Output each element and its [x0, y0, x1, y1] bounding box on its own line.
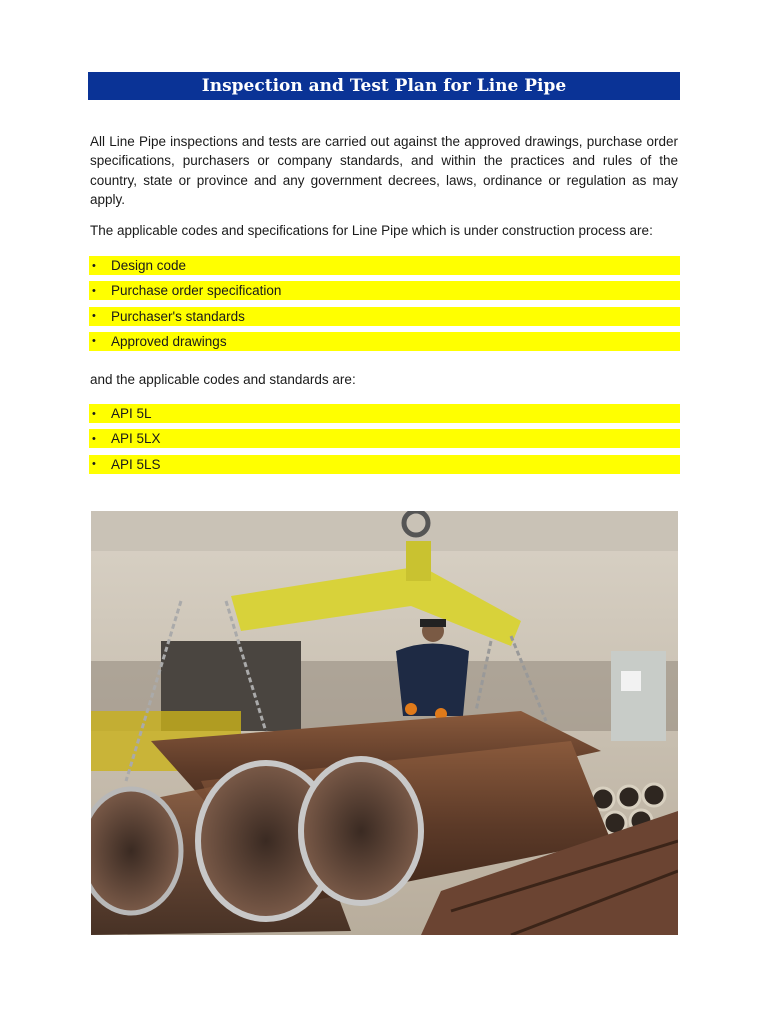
codes-intro-paragraph: The applicable codes and specifications for Line Pipe which is under construction process are: — [90, 223, 653, 238]
intro-paragraph: All Line Pipe inspections and tests are carried out against the approved drawings, purchase order specifications, purchasers or company standards, and within the practices and rules of the country, state or province and any government decrees, laws, ordinance or regulation as may apply. — [90, 134, 678, 207]
list-item — [89, 281, 680, 300]
list-item — [89, 332, 680, 351]
bullet-icon: • — [92, 335, 96, 348]
list-item — [89, 256, 680, 275]
list-item — [89, 307, 680, 326]
list-item-text: API 5L — [111, 406, 152, 421]
standards-intro-paragraph: and the applicable codes and standards are: — [90, 372, 356, 387]
list-item-text: API 5LS — [111, 456, 161, 472]
list-item-text: API 5LX — [111, 431, 161, 447]
line-pipe-photo — [91, 511, 678, 935]
bullet-icon: • — [92, 458, 96, 471]
bullet-icon: • — [92, 310, 96, 323]
bullet-icon: • — [92, 284, 96, 297]
list-item — [89, 404, 680, 423]
list-item-text: Approved drawings — [111, 333, 227, 349]
bullet-icon: • — [92, 407, 96, 420]
list-item — [89, 455, 680, 474]
codes-list — [89, 256, 680, 357]
list-item-text: Purchaser's standards — [111, 308, 245, 324]
list-item — [89, 429, 680, 448]
list-item-text: Purchase order specification — [111, 283, 282, 299]
bullet-icon: • — [92, 432, 96, 445]
standards-list — [89, 404, 680, 480]
bullet-icon: • — [92, 259, 96, 272]
page-title: Inspection and Test Plan for Line Pipe — [88, 72, 680, 100]
list-item-text: Design code — [111, 258, 187, 273]
